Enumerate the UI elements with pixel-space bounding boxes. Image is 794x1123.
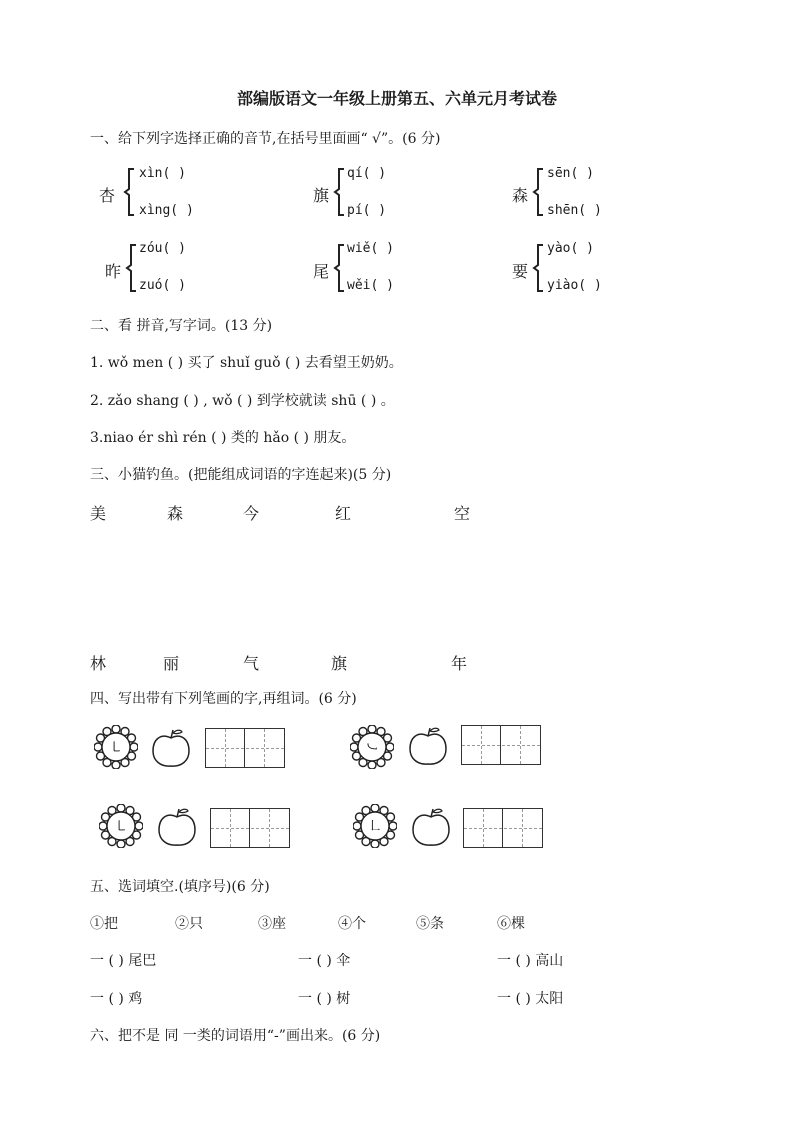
section-4-heading: 四、写出带有下列笔画的字,再组词。(6 分): [90, 691, 357, 707]
sunflower-icon: [350, 725, 394, 769]
brace-icon: [531, 243, 545, 293]
match-char-bottom: 气: [243, 654, 260, 673]
sunflower-icon: [353, 804, 397, 848]
stroke-glyph: ㇄: [114, 819, 128, 835]
pinyin-option: sēn( ): [547, 166, 594, 181]
page-title: 部编版语文一年级上册第五、六单元月考试卷: [236, 89, 557, 108]
pinyin-option: xìng( ): [139, 203, 194, 218]
choice-char: 尾: [313, 262, 330, 281]
pinyin-option: wiě( ): [347, 241, 394, 256]
pinyin-option: zóu( ): [139, 241, 186, 256]
pinyin-option: pí( ): [347, 203, 387, 218]
word-option: ⑤条: [416, 916, 444, 932]
writing-grid[interactable]: [461, 725, 541, 765]
apple-icon: [408, 725, 448, 767]
brace-icon: [124, 243, 138, 293]
apple-icon: [157, 806, 197, 848]
pinyin-option: qí( ): [347, 166, 387, 181]
word-option: ④个: [338, 916, 366, 932]
brace-icon: [332, 167, 346, 217]
fill-item: 一 ( ) 太阳: [497, 991, 564, 1007]
match-char-bottom: 年: [451, 654, 468, 673]
match-char-top: 森: [167, 504, 184, 523]
pinyin-option: yiào( ): [547, 278, 602, 293]
choice-char: 昨: [105, 262, 122, 281]
match-char-bottom: 林: [90, 654, 107, 673]
pinyin-option: yào( ): [547, 241, 594, 256]
section-3-heading: 三、小猫钓鱼。(把能组成词语的字连起来)(5 分): [90, 467, 392, 483]
match-char-top: 今: [243, 504, 260, 523]
sunflower-icon: [99, 804, 143, 848]
fill-item: 一 ( ) 树: [298, 991, 351, 1007]
stroke-glyph: ㇄: [109, 740, 123, 756]
apple-icon: [151, 727, 191, 769]
match-char-top: 空: [454, 504, 471, 523]
sunflower-icon: [94, 725, 138, 769]
brace-icon: [332, 243, 346, 293]
brace-icon: [531, 167, 545, 217]
fill-item: 一 ( ) 尾巴: [90, 953, 157, 969]
writing-grid[interactable]: [463, 808, 543, 848]
word-option: ②只: [175, 916, 203, 932]
match-char-top: 红: [335, 504, 352, 523]
brace-icon: [122, 167, 136, 217]
choice-char: 森: [512, 186, 529, 205]
word-option: ①把: [90, 916, 118, 932]
writing-grid[interactable]: [205, 728, 285, 768]
pinyin-option: xìn( ): [139, 166, 186, 181]
fill-item: 一 ( ) 高山: [497, 953, 564, 969]
match-char-top: 美: [90, 504, 107, 523]
choice-char: 杏: [99, 186, 116, 205]
fill-line: 3.niao ér shì rén ( ) 类的 hǎo ( ) 朋友。: [90, 430, 356, 446]
section-2-heading: 二、看 拼音,写字词。(13 分): [90, 318, 273, 334]
fill-item: 一 ( ) 伞: [298, 953, 351, 969]
section-5-heading: 五、选词填空.(填序号)(6 分): [90, 879, 270, 895]
fill-item: 一 ( ) 鸡: [90, 991, 143, 1007]
choice-char: 旗: [313, 186, 330, 205]
apple-icon: [411, 806, 451, 848]
stroke-glyph: ㇗: [368, 819, 382, 835]
pinyin-option: shēn( ): [547, 203, 602, 218]
fill-line: 2. zǎo shang ( ) , wǒ ( ) 到学校就读 shū ( ) 。: [90, 393, 395, 409]
choice-char: 要: [512, 262, 529, 281]
stroke-glyph: ㇃: [365, 740, 379, 756]
match-char-bottom: 旗: [331, 654, 348, 673]
fill-line: 1. wǒ men ( ) 买了 shuǐ guǒ ( ) 去看望王奶奶。: [90, 355, 403, 371]
word-option: ⑥棵: [497, 916, 525, 932]
match-char-bottom: 丽: [163, 654, 180, 673]
section-6-heading: 六、把不是 同 一类的词语用“-”画出来。(6 分): [90, 1028, 381, 1044]
section-1-heading: 一、给下列字选择正确的音节,在括号里面画“ √”。(6 分): [90, 131, 441, 147]
writing-grid[interactable]: [210, 808, 290, 848]
pinyin-option: zuó( ): [139, 278, 186, 293]
pinyin-option: wěi( ): [347, 278, 394, 293]
word-option: ③座: [258, 916, 286, 932]
